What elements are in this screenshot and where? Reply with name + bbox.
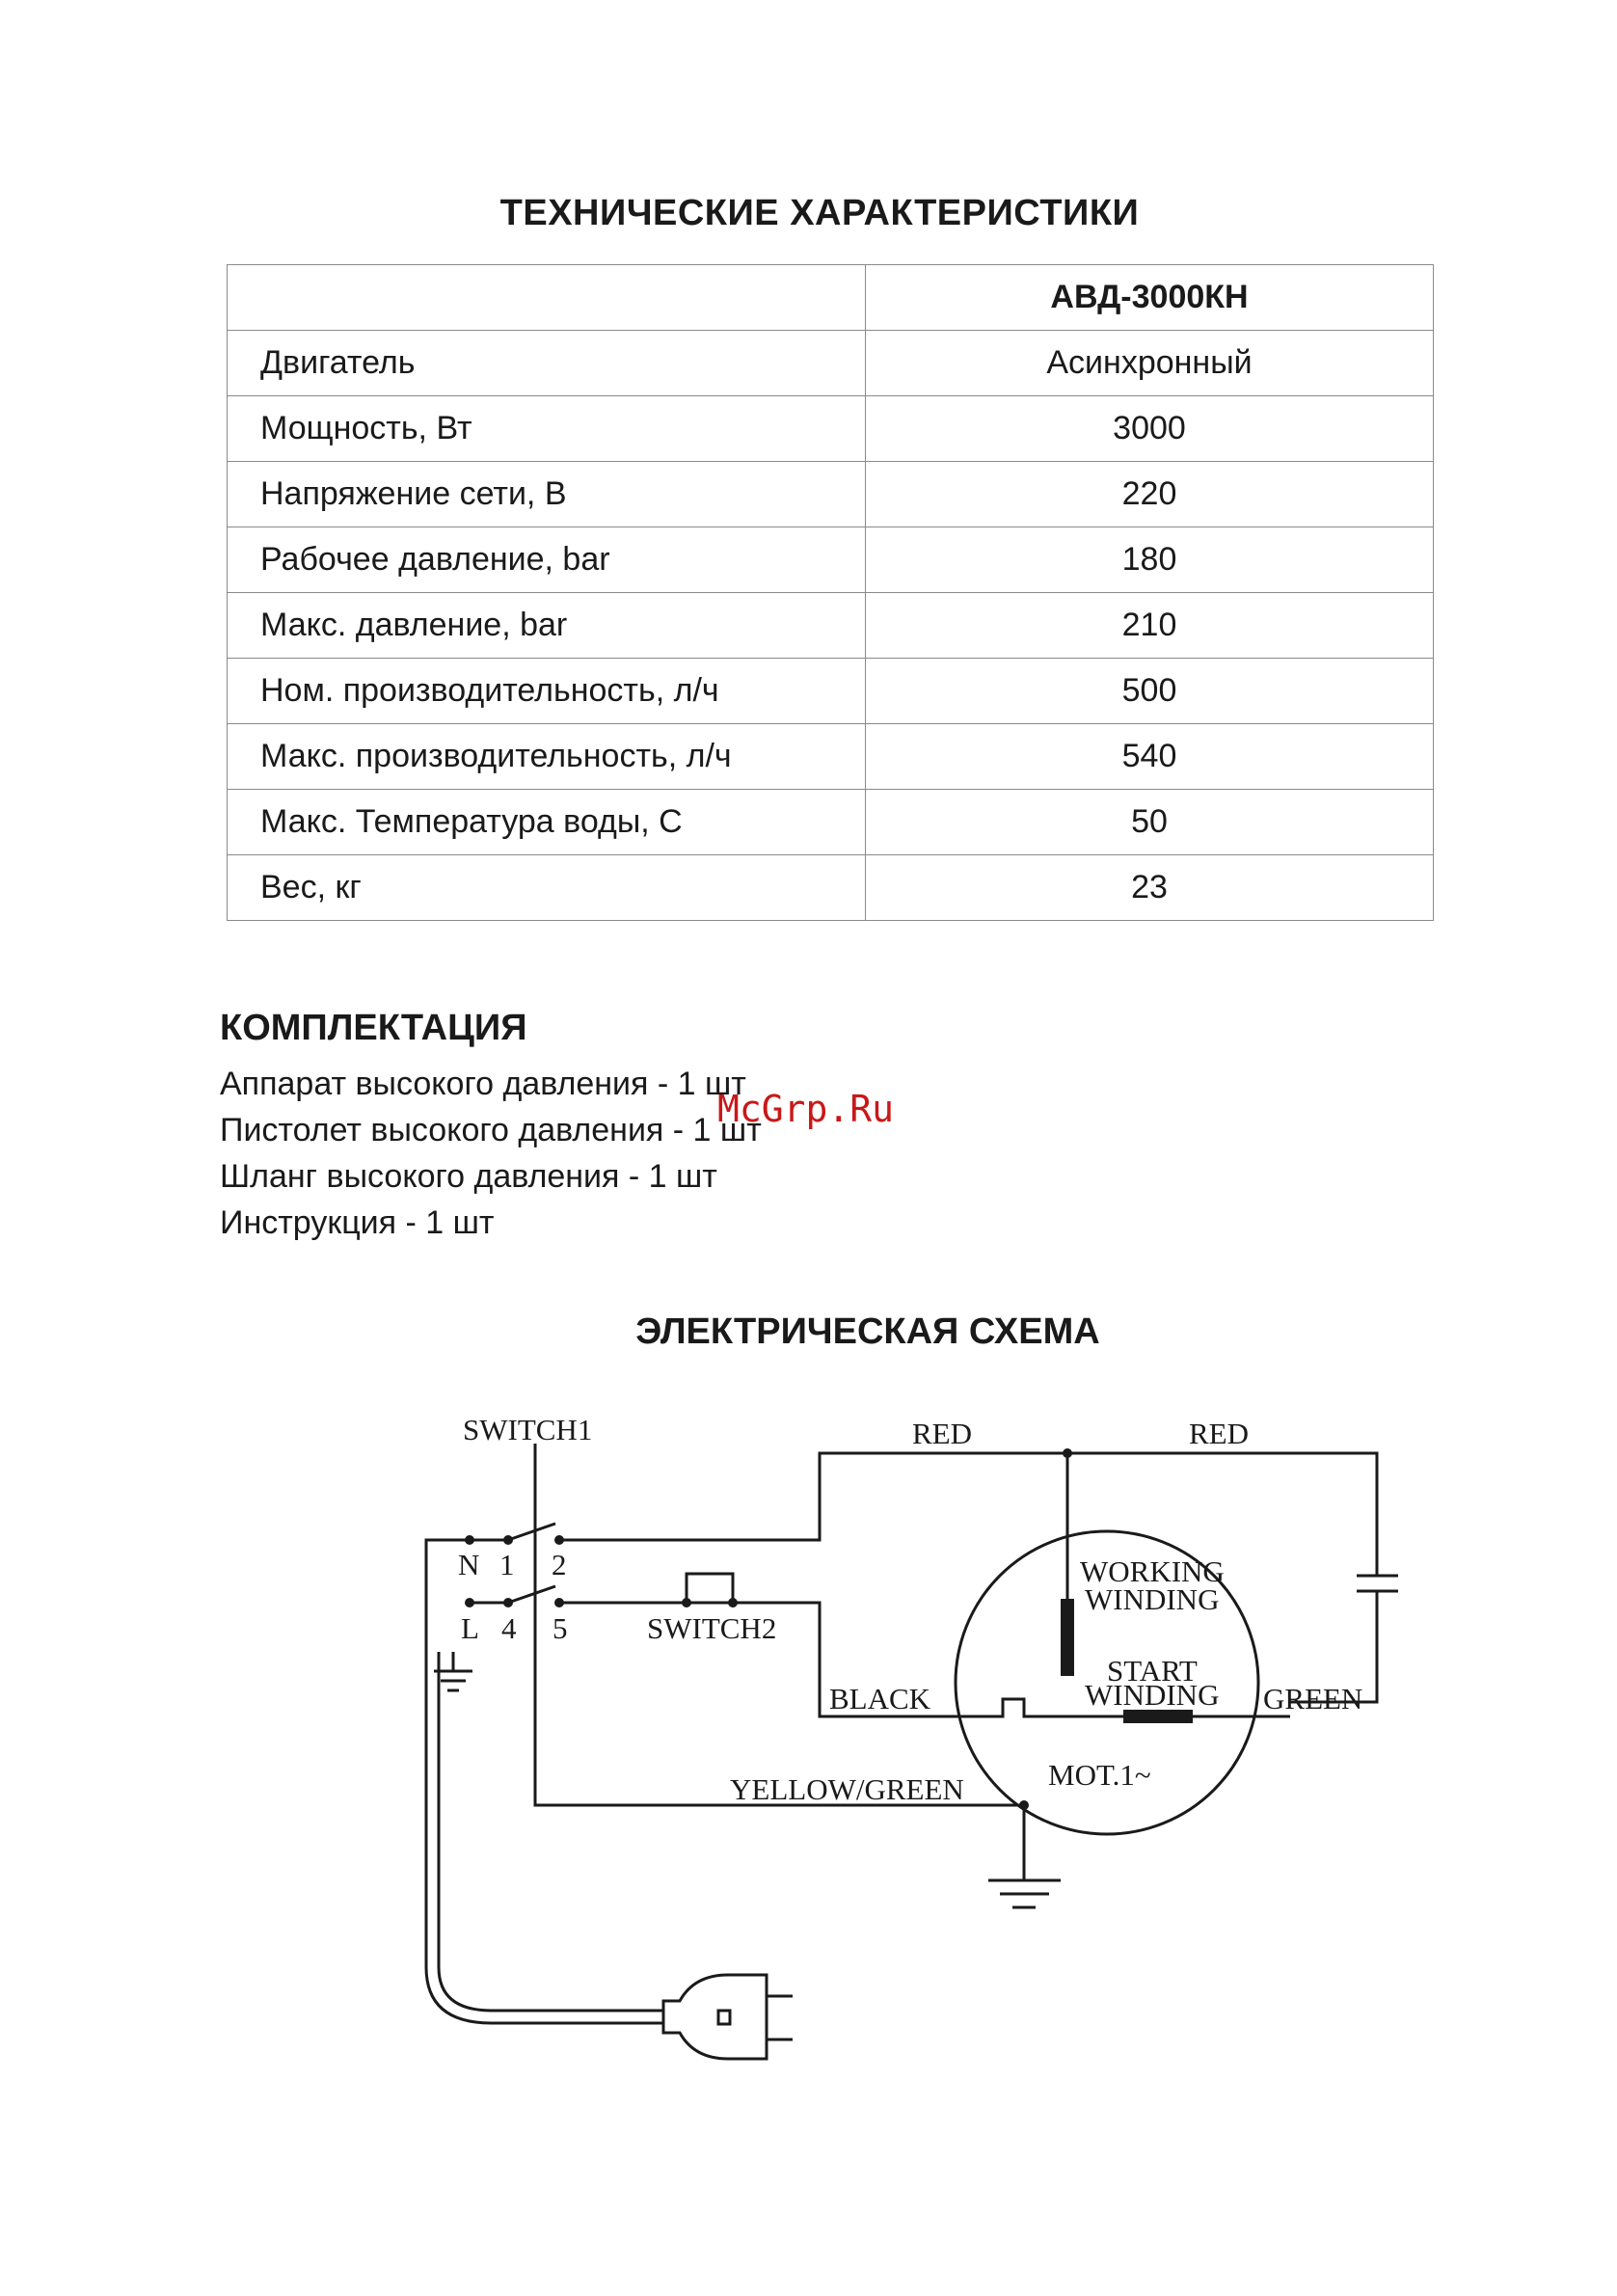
switch1-contact-b [508, 1586, 555, 1603]
row-value: 50 [866, 790, 1434, 855]
scheme-title: ЭЛЕКТРИЧЕСКАЯ СХЕМА [635, 1311, 1100, 1352]
list-item: Инструкция - 1 шт [220, 1204, 495, 1241]
working-winding-label: WORKING [1080, 1554, 1225, 1588]
row-value: 500 [866, 659, 1434, 724]
row-value: 210 [866, 593, 1434, 659]
wire-red [559, 1453, 1377, 1548]
switch1-label: SWITCH1 [463, 1413, 593, 1446]
row-label: Рабочее давление, bar [228, 527, 866, 593]
row-value: 540 [866, 724, 1434, 790]
switch1-contact-a [508, 1524, 555, 1540]
start-winding-coil [1123, 1710, 1193, 1723]
row-value: 3000 [866, 396, 1434, 462]
terminal-5-label: 5 [552, 1611, 568, 1645]
terminal-5 [554, 1598, 564, 1607]
model-name: АВД-3000КН [866, 265, 1434, 331]
start-winding-label: START [1107, 1654, 1198, 1688]
switch2-terminal [682, 1598, 691, 1607]
list-item: Шланг высокого давления - 1 шт [220, 1158, 717, 1195]
wire-yellow-green [535, 1633, 1024, 1873]
black-label: BLACK [829, 1682, 931, 1715]
switch2-label: SWITCH2 [647, 1611, 777, 1645]
terminal-n [465, 1535, 474, 1545]
terminal-n-label: N [458, 1548, 480, 1581]
watermark: McGrp.Ru [717, 1088, 895, 1130]
terminal-l [465, 1598, 474, 1607]
terminal-1 [503, 1535, 513, 1545]
row-label: Двигатель [228, 331, 866, 396]
row-label: Макс. производительность, л/ч [228, 724, 866, 790]
list-item: Аппарат высокого давления - 1 шт [220, 1066, 746, 1102]
kit-title: КОМПЛЕКТАЦИЯ [220, 1008, 527, 1048]
junction [1019, 1800, 1029, 1810]
row-label: Напряжение сети, В [228, 462, 866, 527]
motor-label: MOT.1~ [1048, 1758, 1151, 1792]
terminal-4 [503, 1598, 513, 1607]
row-label: Ном. производительность, л/ч [228, 659, 866, 724]
plug-body [663, 1975, 767, 2059]
wire-n [426, 1540, 470, 1914]
row-label: Вес, кг [228, 855, 866, 921]
row-value: Асинхронный [866, 331, 1434, 396]
red-label: RED [1189, 1417, 1249, 1450]
junction [1063, 1448, 1072, 1458]
green-label: GREEN [1263, 1682, 1363, 1715]
switch2-button [687, 1574, 733, 1603]
terminal-4-label: 4 [501, 1611, 517, 1645]
red-label: RED [912, 1417, 972, 1450]
terminal-2-label: 2 [552, 1548, 567, 1581]
start-winding-label: WINDING [1085, 1678, 1220, 1712]
list-item: Пистолет высокого давления - 1 шт [220, 1112, 762, 1148]
power-cord [439, 1914, 663, 2011]
row-value: 220 [866, 462, 1434, 527]
row-label: Макс. Температура воды, С [228, 790, 866, 855]
yellow-green-label: YELLOW/GREEN [730, 1772, 964, 1806]
row-value: 180 [866, 527, 1434, 593]
switch2-terminal [728, 1598, 738, 1607]
terminal-2 [554, 1535, 564, 1545]
row-label: Макс. давление, bar [228, 593, 866, 659]
working-winding-label: WINDING [1085, 1582, 1220, 1616]
row-value: 23 [866, 855, 1434, 921]
terminal-1-label: 1 [499, 1548, 515, 1581]
row-label: Мощность, Вт [228, 396, 866, 462]
spec-title: ТЕХНИЧЕСКИЕ ХАРАКТЕРИСТИКИ [499, 193, 1140, 233]
plug-ground-contact [718, 2011, 730, 2024]
terminal-l-label: L [461, 1611, 479, 1645]
working-winding-coil [1061, 1599, 1074, 1676]
